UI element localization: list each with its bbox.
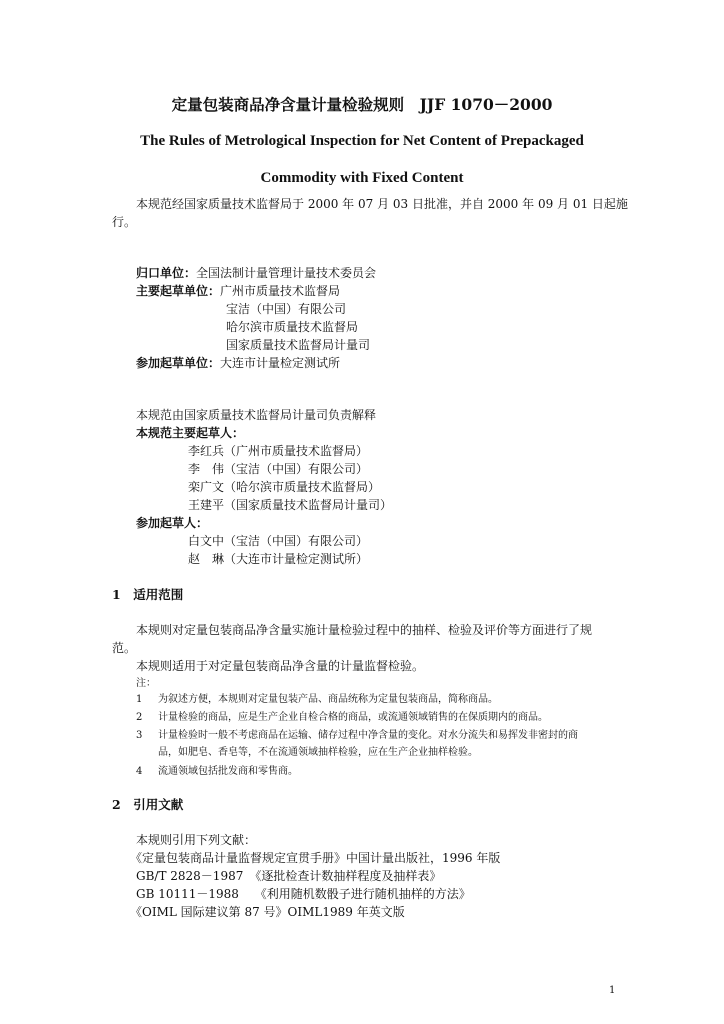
title-english-line2: Commodity with Fixed Content	[260, 170, 464, 186]
main-drafting-unit-value: 宝洁（中国）有限公司	[226, 302, 347, 316]
main-drafting-unit-value: 哈尔滨市质量技术监督局	[226, 320, 359, 334]
note-number: 3	[136, 730, 143, 741]
approval-line-1: 本规范经国家质量技术监督局于 2000 年 07 月 03 日批准，并自 2000 年 09 月 01 日起施	[136, 197, 628, 211]
main-drafters-label: 本规范主要起草人：	[136, 426, 245, 440]
participating-drafter: 赵 琳（大连市计量检定测试所）	[188, 552, 369, 566]
note-number: 4	[136, 766, 143, 777]
reference-item: 《OIML 国际建议第 87 号》OIML1989 年英文版	[130, 905, 405, 919]
main-drafting-unit-value: 国家质量技术监督局计量司	[226, 338, 371, 352]
reference-item: GB 10111－1988 《利用随机数骰子进行随机抽样的方法》	[136, 887, 471, 901]
section-1-paragraph-1-line-2: 范。	[112, 641, 137, 655]
participating-drafters-label: 参加起草人：	[136, 516, 209, 530]
note-text: 为叙述方便，本规则对定量包装产品、商品统称为定量包装商品，简称商品。	[158, 694, 498, 705]
note-number: 1	[136, 694, 143, 705]
main-drafter: 栾广文（哈尔滨市质量技术监督局）	[188, 480, 381, 494]
section-1-paragraph-2: 本规则适用于对定量包装商品净含量的计量监督检验。	[136, 659, 425, 673]
main-drafting-unit	[136, 283, 340, 299]
notes-label: 注：	[136, 678, 156, 689]
title-english-line1: The Rules of Metrological Inspection for Net Content of Prepackaged	[140, 133, 584, 149]
section-2-heading: 2 引用文献	[112, 797, 184, 812]
title-chinese: 定量包装商品净含量计量检验规则 JJF 1070－2000	[171, 95, 553, 114]
main-drafting-unit-value: 广州市质量技术监督局	[220, 284, 341, 298]
responsible-unit	[136, 265, 376, 281]
main-drafter: 李红兵（广州市质量技术监督局）	[188, 444, 369, 458]
page-number: 1	[609, 985, 616, 996]
participating-unit-label: 参加起草单位：	[136, 356, 221, 370]
section-1-heading: 1 适用范围	[112, 587, 184, 602]
main-drafter: 李 伟（宝洁（中国）有限公司）	[188, 462, 369, 476]
participating-unit-value: 大连市计量检定测试所	[220, 356, 341, 370]
main-drafting-unit-label: 主要起草单位：	[136, 284, 221, 298]
reference-item: 《定量包装商品计量监督规定宣贯手册》中国计量出版社，1996 年版	[130, 851, 501, 865]
section-1-paragraph-1-line-1: 本规则对定量包装商品净含量实施计量检验过程中的抽样、检验及评价等方面进行了规	[136, 623, 593, 637]
reference-item: GB/T 2828－1987 《逐批检查计数抽样程度及抽样表》	[136, 869, 442, 883]
note-text-continued: 品，如肥皂、香皂等，不在流通领域抽样检验，应在生产企业抽样检验。	[158, 747, 478, 758]
references-intro: 本规则引用下列文献：	[136, 833, 257, 847]
participating-unit	[136, 355, 340, 371]
note-text: 流通领域包括批发商和零售商。	[158, 766, 298, 777]
participating-drafter: 白文中（宝洁（中国）有限公司）	[188, 534, 369, 548]
responsible-unit-value: 全国法制计量管理计量技术委员会	[196, 266, 377, 280]
note-text: 计量检验时一般不考虑商品在运输、储存过程中净含量的变化。对水分流失和易挥发非密封的商	[158, 730, 578, 741]
main-drafter: 王建平（国家质量技术监督局计量司）	[188, 498, 393, 512]
note-number: 2	[136, 712, 143, 723]
interpretation-statement: 本规范由国家质量技术监督局计量司负责解释	[136, 408, 377, 422]
approval-line-2: 行。	[112, 215, 137, 229]
note-text: 计量检验的商品，应是生产企业自检合格的商品，或流通领域销售的在保质期内的商品。	[158, 712, 548, 723]
responsible-unit-label: 归口单位：	[136, 266, 197, 280]
